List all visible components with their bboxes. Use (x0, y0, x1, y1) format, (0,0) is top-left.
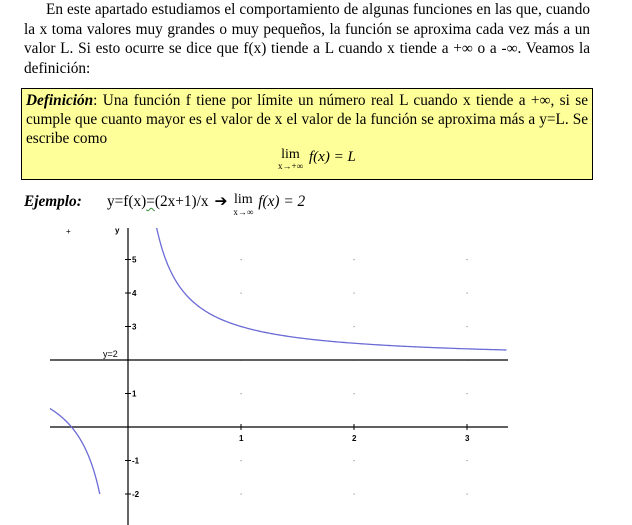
grid-dot (467, 259, 468, 260)
grid-dot (354, 326, 355, 327)
x-tick-label: 2 (352, 434, 357, 443)
example-function-eq: = (146, 193, 155, 210)
grid-dot (354, 259, 355, 260)
grid-dot (467, 326, 468, 327)
y-tick-label: 1 (132, 389, 137, 399)
y-tick-label: 5 (132, 255, 137, 265)
grid-dot (467, 460, 468, 461)
y-tick-label: 3 (132, 322, 137, 332)
grid-dot (354, 494, 355, 495)
limit-lim: lim (281, 147, 300, 162)
example-label: Ejemplo: (24, 193, 82, 210)
y-tick-label: -2 (132, 490, 140, 499)
grid-dot (241, 460, 242, 461)
example-function-rhs: (2x+1)/x (154, 193, 209, 210)
grid-dot (241, 293, 242, 294)
definition-label: Definición (26, 92, 94, 109)
example-limit-lim: lim (233, 192, 253, 207)
grid-dot (467, 494, 468, 495)
intro-text: En este apartado estudiamos el comportamiento de algunas funciones en las que, cuando la x toma valores muy grandes o muy pequeños, la función se aproxima cada vez más a un valor L. Si esto ocurre se dice que f(x) tiende a L cuando x tiende a +∞ o a -∞. Veamos la definición: (24, 1, 590, 77)
arrow-icon: ➔ (214, 193, 228, 210)
x-tick-label: 1 (239, 434, 244, 443)
y-axis-label: y (115, 226, 120, 235)
curve-right-branch (148, 174, 506, 350)
y-tick-label: 4 (132, 289, 137, 298)
x-tick-label: 3 (465, 434, 470, 443)
grid-dot (354, 460, 355, 461)
grid-dot (467, 293, 468, 294)
example-limit-expression: f(x) = 2 (258, 193, 306, 210)
grid-dot (241, 494, 242, 495)
grid-dot (354, 293, 355, 294)
definition-body: : Una función f tiene por límite un número real L cuando x tiende a +∞, si se cumple que cuanto mayor es el valor de x el valor de la función se aproxima más a y=L. Se escribe como (26, 92, 588, 147)
example-function-lhs: y=f(x) (107, 193, 147, 210)
curve-left-branch (49, 408, 100, 494)
grid-dot (241, 259, 242, 260)
limit-expression: f(x) = L (309, 149, 356, 165)
plus-marker: + (66, 227, 71, 236)
example-limit-subscript: x→∞ (233, 207, 254, 217)
y-tick-label: -1 (132, 456, 140, 466)
grid-dot (354, 393, 355, 394)
grid-dot (241, 393, 242, 394)
grid-dot (467, 393, 468, 394)
asymptote-label: y=2 (103, 349, 118, 359)
limit-subscript: x→+∞ (278, 161, 303, 171)
